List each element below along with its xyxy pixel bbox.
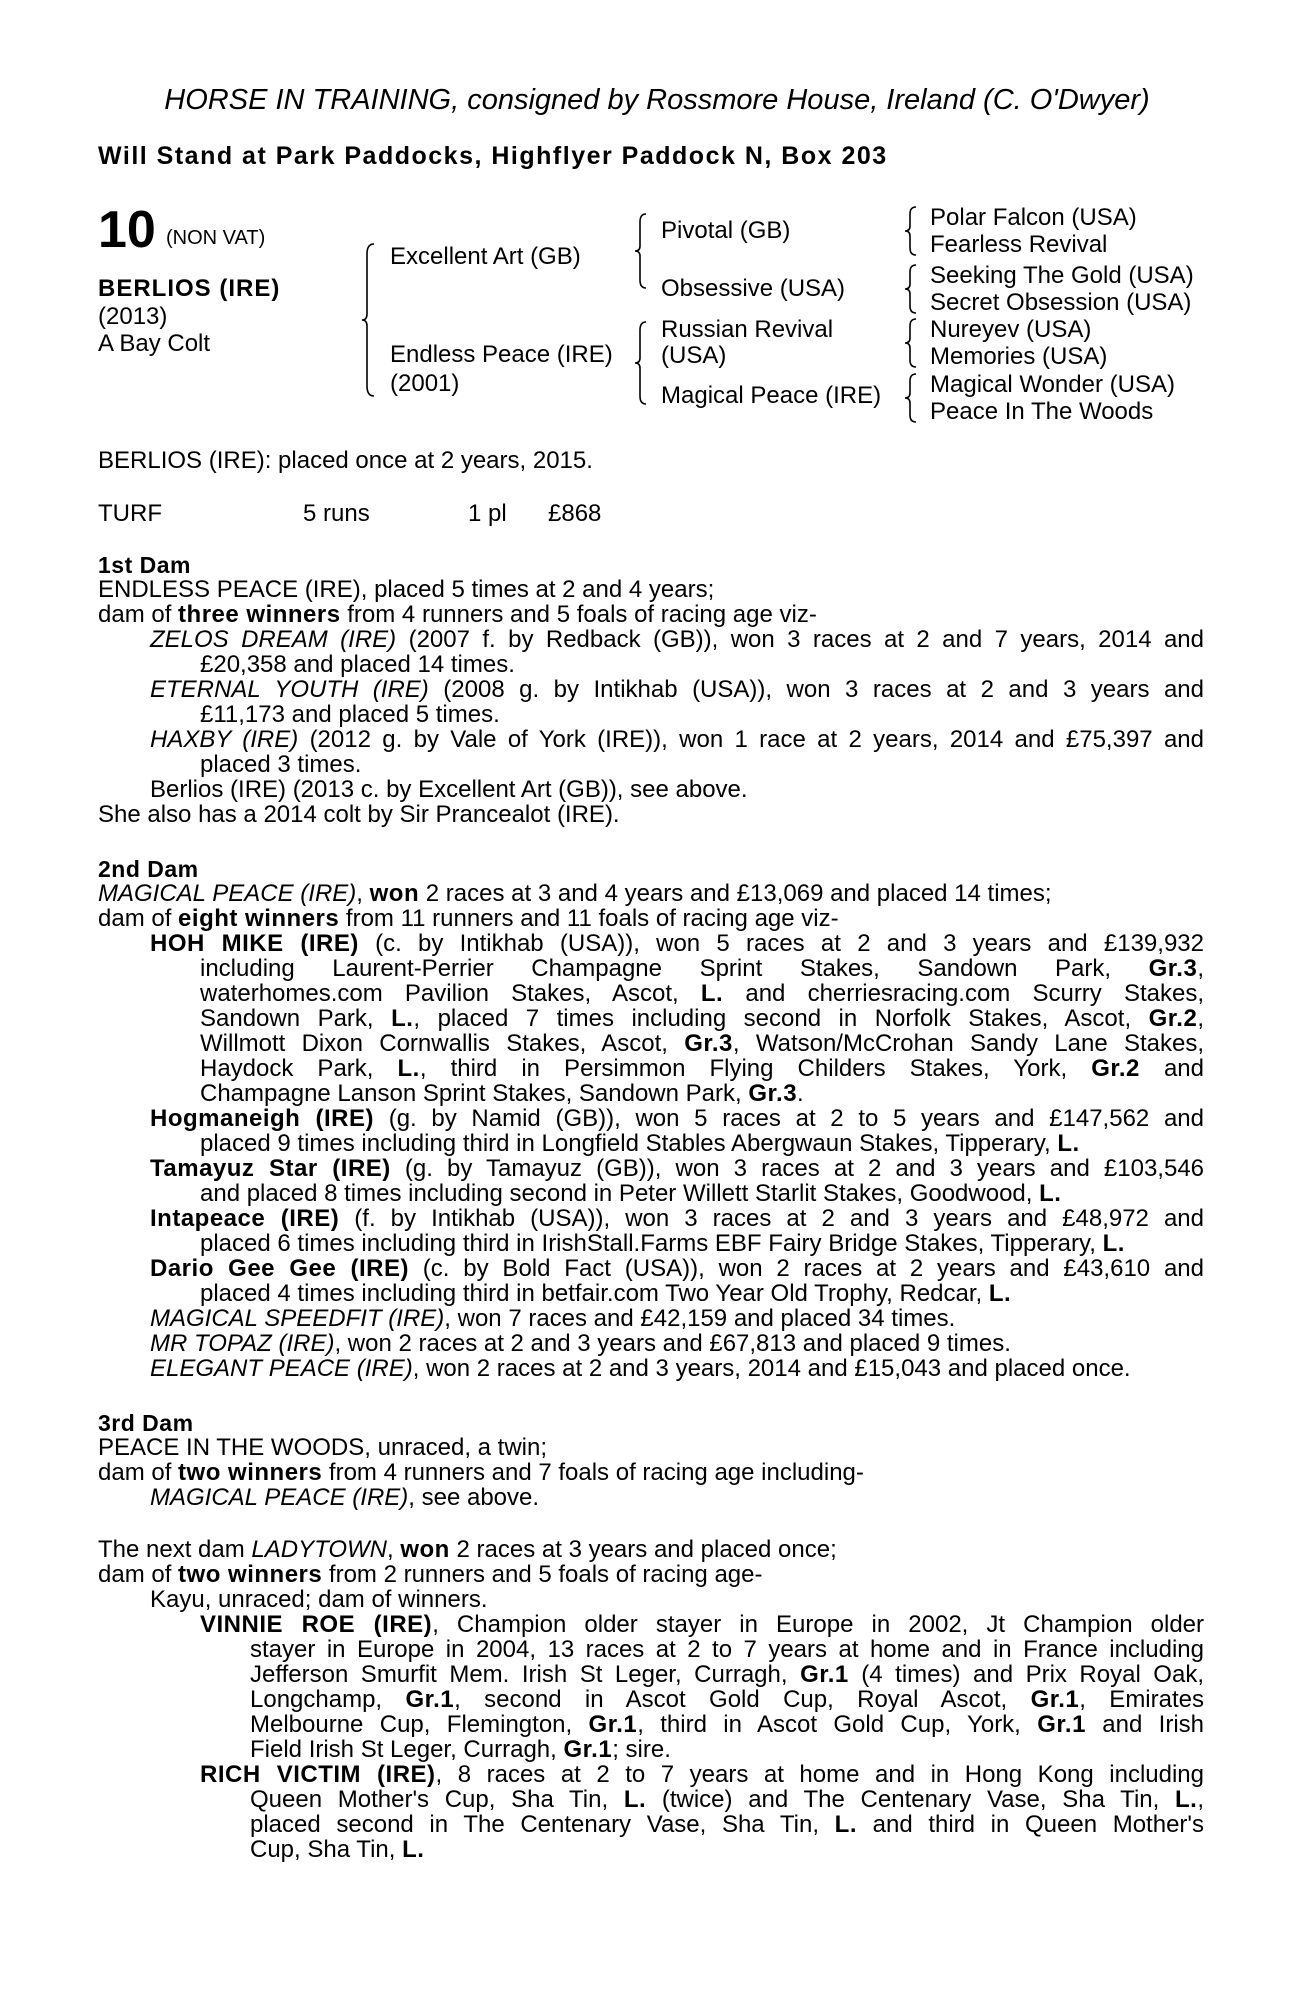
progeny-elegant-peace: ELEGANT PEACE (IRE), won 2 races at 2 and 3 years, 2014 and £15,043 and placed once. <box>150 1355 1131 1382</box>
lot-number: 10 <box>98 201 156 259</box>
pedigree-brace-g56 <box>903 316 921 370</box>
progeny-intapeace-cont: placed 6 times including third in IrishStall.Farms EBF Fairy Bridge Stakes, Tipperary, L. <box>200 1230 1125 1257</box>
progeny-rich-victim-cont-3: Cup, Sha Tin, L. <box>250 1836 425 1863</box>
progeny-rich-victim-cont-1: Queen Mother's Cup, Sha Tin, L. (twice) and The Centenary Vase, Sha Tin, L., <box>250 1786 1204 1813</box>
progeny-vinnie-roe-cont-1: stayer in Europe in 2004, 13 races at 2 to 7 years at home and in France including <box>250 1636 1204 1663</box>
third-dam-heading: 3rd Dam <box>98 1410 194 1436</box>
pedigree-dam-sire: Russian Revival <box>661 316 834 343</box>
next-dam-line: The next dam LADYTOWN, won 2 races at 3 years and placed once; <box>98 1536 837 1563</box>
progeny-tamayuz-star-cont: and placed 8 times including second in Peter Willett Starlit Stakes, Goodwood, L. <box>200 1180 1062 1207</box>
progeny-vinnie-roe-cont-4: Melbourne Cup, Flemington, Gr.1, third in Ascot Gold Cup, York, Gr.1 and Irish <box>250 1711 1205 1738</box>
pedigree-g2: Fearless Revival <box>930 231 1108 258</box>
pedigree-brace-g78 <box>903 371 921 425</box>
pedigree-brace-main <box>360 240 380 400</box>
progeny-vinnie-roe-cont-3: Longchamp, Gr.1, second in Ascot Gold Cup, Royal Ascot, Gr.1, Emirates <box>250 1686 1204 1713</box>
progeny-mr-topaz: MR TOPAZ (IRE), won 2 races at 2 and 3 years and £67,813 and placed 9 times. <box>150 1330 1011 1357</box>
pedigree-brace-g34 <box>903 262 921 316</box>
progeny-hoh-mike-cont-2: waterhomes.com Pavilion Stakes, Ascot, L. and cherriesracing.com Scurry Stakes, <box>200 980 1205 1007</box>
progeny-tamayuz-star: Tamayuz Star (IRE) (g. by Tamayuz (GB)), won 3 races at 2 and 3 years and £103,546 <box>150 1155 1205 1182</box>
catalogue-title: HORSE IN TRAINING, consigned by Rossmore House, Ireland (C. O'Dwyer) <box>164 84 1150 116</box>
pedigree-g1: Polar Falcon (USA) <box>930 204 1137 231</box>
first-dam-progeny-1-cont: £20,358 and placed 14 times. <box>200 651 515 678</box>
pedigree-brace-dam <box>633 318 651 408</box>
pedigree-dam-dam: Magical Peace (IRE) <box>661 382 882 409</box>
progeny-rich-victim: RICH VICTIM (IRE), 8 races at 2 to 7 years at home and in Hong Kong including <box>200 1761 1204 1788</box>
race-summary: BERLIOS (IRE): placed once at 2 years, 2015. <box>98 447 593 474</box>
third-dam-line: PEACE IN THE WOODS, unraced, a twin; <box>98 1434 548 1461</box>
progeny-intapeace: Intapeace (IRE) (f. by Intikhab (USA)), won 3 races at 2 and 3 years and £48,972 and <box>150 1205 1204 1232</box>
pedigree-g5: Nureyev (USA) <box>930 316 1092 343</box>
pedigree-sire-sire: Pivotal (GB) <box>661 217 791 244</box>
pedigree-dam-sire-country: (USA) <box>661 342 727 369</box>
pedigree-g7: Magical Wonder (USA) <box>930 371 1175 398</box>
pedigree-g8: Peace In The Woods <box>930 398 1154 425</box>
second-dam-produce: dam of eight winners from 11 runners and 11 foals of racing age viz- <box>98 905 839 932</box>
first-dam-progeny-2-cont: £11,173 and placed 5 times. <box>200 701 500 728</box>
next-dam-produce: dam of two winners from 2 runners and 5 foals of racing age- <box>98 1561 763 1588</box>
progeny-magical-speedfit: MAGICAL SPEEDFIT (IRE), won 7 races and £42,159 and placed 34 times. <box>150 1305 956 1332</box>
next-dam-kayu: Kayu, unraced; dam of winners. <box>150 1586 488 1613</box>
progeny-hoh-mike-cont-4: Willmott Dixon Cornwallis Stakes, Ascot, Gr.3, Watson/McCrohan Sandy Lane Stakes, <box>200 1030 1205 1057</box>
progeny-hoh-mike: HOH MIKE (IRE) (c. by Intikhab (USA)), won 5 races at 2 and 3 years and £139,932 <box>150 930 1204 957</box>
second-dam-line: MAGICAL PEACE (IRE), won 2 races at 3 and 4 years and £13,069 and placed 14 times; <box>98 880 1052 907</box>
progeny-rich-victim-cont-2: placed second in The Centenary Vase, Sha Tin, L. and third in Queen Mother's <box>250 1811 1204 1838</box>
record-placed: 1 pl <box>468 500 507 527</box>
first-dam-note: She also has a 2014 colt by Sir Prancealot (IRE). <box>98 801 620 828</box>
record-surface: TURF <box>98 500 162 527</box>
first-dam-progeny-1: ZELOS DREAM (IRE) (2007 f. by Redback (GB)), won 3 races at 2 and 7 years, 2014 and <box>150 626 1204 653</box>
first-dam-produce: dam of three winners from 4 runners and 5 foals of racing age viz- <box>98 601 817 628</box>
horse-description: A Bay Colt <box>98 330 211 357</box>
progeny-hogmaneigh-cont: placed 9 times including third in Longfield Stables Abergwaun Stakes, Tipperary, L. <box>200 1130 1080 1157</box>
progeny-hoh-mike-cont-5: Haydock Park, L., third in Persimmon Flying Childers Stakes, York, Gr.2 and <box>200 1055 1204 1082</box>
pedigree-brace-sire <box>633 210 651 292</box>
pedigree-dam: Endless Peace (IRE) <box>390 341 613 368</box>
pedigree-g3: Seeking The Gold (USA) <box>930 262 1194 289</box>
foaling-year: (2013) <box>98 303 168 330</box>
first-dam-heading: 1st Dam <box>98 552 191 578</box>
progeny-dario-gee-gee: Dario Gee Gee (IRE) (c. by Bold Fact (USA)), won 2 races at 2 years and £43,610 and <box>150 1255 1204 1282</box>
progeny-hoh-mike-cont-6: Champagne Lanson Sprint Stakes, Sandown Park, Gr.3. <box>200 1080 804 1107</box>
first-dam-progeny-3: HAXBY (IRE) (2012 g. by Vale of York (IRE)), won 1 race at 2 years, 2014 and £75,397 and <box>150 726 1205 753</box>
pedigree-g4: Secret Obsession (USA) <box>930 289 1192 316</box>
progeny-vinnie-roe: VINNIE ROE (IRE), Champion older stayer in Europe in 2002, Jt Champion older <box>200 1611 1205 1638</box>
first-dam-line: ENDLESS PEACE (IRE), placed 5 times at 2 and 4 years; <box>98 576 715 603</box>
first-dam-progeny-4: Berlios (IRE) (2013 c. by Excellent Art (GB)), see above. <box>150 776 748 803</box>
progeny-hogmaneigh: Hogmaneigh (IRE) (g. by Namid (GB)), won 5 races at 2 to 5 years and £147,562 and <box>150 1105 1204 1132</box>
pedigree-g6: Memories (USA) <box>930 343 1108 370</box>
pedigree-sire-dam: Obsessive (USA) <box>661 275 846 302</box>
pedigree-sire: Excellent Art (GB) <box>390 243 581 270</box>
progeny-dario-gee-gee-cont: placed 4 times including third in betfair.com Two Year Old Trophy, Redcar, L. <box>200 1280 1012 1307</box>
pedigree-dam-year: (2001) <box>390 370 460 397</box>
pedigree-brace-g12 <box>903 204 921 258</box>
record-earnings: £868 <box>548 500 602 527</box>
first-dam-progeny-3-cont: placed 3 times. <box>200 751 362 778</box>
second-dam-heading: 2nd Dam <box>98 856 199 882</box>
progeny-hoh-mike-cont-1: including Laurent-Perrier Champagne Sprint Stakes, Sandown Park, Gr.3, <box>200 955 1204 982</box>
record-runs: 5 runs <box>303 500 370 527</box>
horse-name: BERLIOS (IRE) <box>98 275 281 302</box>
vat-status: (NON VAT) <box>166 227 266 249</box>
third-dam-progeny: MAGICAL PEACE (IRE), see above. <box>150 1484 540 1511</box>
progeny-vinnie-roe-cont-2: Jefferson Smurfit Mem. Irish St Leger, Curragh, Gr.1 (4 times) and Prix Royal Oak, <box>250 1661 1204 1688</box>
first-dam-progeny-2: ETERNAL YOUTH (IRE) (2008 g. by Intikhab (USA)), won 3 races at 2 and 3 years and <box>150 676 1205 703</box>
location-line: Will Stand at Park Paddocks, Highflyer Paddock N, Box 203 <box>98 142 888 170</box>
progeny-vinnie-roe-cont-5: Field Irish St Leger, Curragh, Gr.1; sire. <box>250 1736 671 1763</box>
third-dam-produce: dam of two winners from 4 runners and 7 foals of racing age including- <box>98 1459 864 1486</box>
progeny-hoh-mike-cont-3: Sandown Park, L., placed 7 times including second in Norfolk Stakes, Ascot, Gr.2, <box>200 1005 1204 1032</box>
